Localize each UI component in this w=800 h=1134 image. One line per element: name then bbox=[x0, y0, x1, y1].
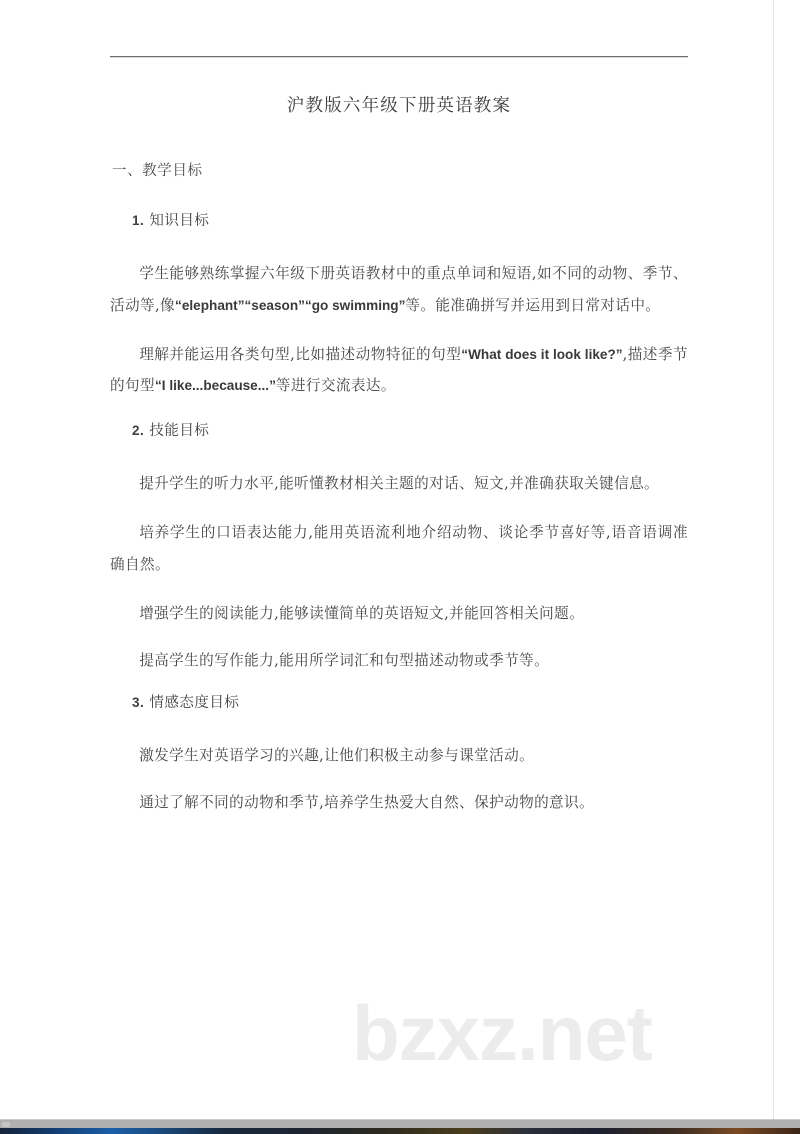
subsection-label: 技能目标 bbox=[149, 423, 210, 440]
subsection-number: 1. bbox=[132, 213, 145, 228]
horizontal-scrollbar[interactable] bbox=[0, 1119, 800, 1128]
paragraph-attitude-nature: 通过了解不同的动物和季节,培养学生热爱大自然、保护动物的意识。 bbox=[139, 794, 595, 812]
horizontal-scrollbar-thumb[interactable] bbox=[2, 1122, 10, 1127]
page-title: 沪教版六年级下册英语教案 bbox=[286, 96, 512, 116]
header-rule bbox=[110, 56, 688, 58]
desktop-taskbar-strip[interactable] bbox=[0, 1128, 800, 1134]
watermark: bzxz.net bbox=[352, 989, 652, 1077]
text-run: 等。能准确拼写并运用到日常对话中。 bbox=[405, 296, 661, 314]
subsection-number: 3. bbox=[132, 695, 145, 711]
subsection-label: 情感态度目标 bbox=[149, 695, 240, 712]
paragraph-knowledge-sentence-patterns bbox=[110, 339, 688, 403]
text-run: 学生能够熟练掌握六年级下册英语教材中的重点单词和短语,如不同的动物、季节、活动等,像 bbox=[110, 265, 688, 314]
english-term-run: “elephant”“season”“go swimming” bbox=[175, 297, 406, 313]
paragraph-skill-writing: 提高学生的写作能力,能用所学词汇和句型描述动物或季节等。 bbox=[139, 651, 550, 669]
subsection-heading-knowledge-objectives bbox=[110, 209, 688, 230]
subsection-heading-attitude-objectives bbox=[110, 691, 688, 712]
text-run: 理解并能运用各类句型,比如描述动物特征的句型 bbox=[139, 345, 462, 363]
english-sentence-run: “What does it look like?” bbox=[461, 346, 623, 362]
text-run: 等进行交流表达。 bbox=[275, 377, 396, 395]
paragraph-attitude-interest: 激发学生对英语学习的兴趣,让他们积极主动参与课堂活动。 bbox=[139, 747, 535, 765]
english-sentence-run: “I like...because...” bbox=[154, 378, 276, 394]
paragraph-skill-listening: 提升学生的听力水平,能听懂教材相关主题的对话、短文,并准确获取关键信息。 bbox=[139, 475, 660, 493]
text-run: ,描述季节的句型 bbox=[110, 345, 688, 395]
subsection-heading-skill-objectives bbox=[110, 419, 688, 440]
paragraph-skill-reading: 增强学生的阅读能力,能够读懂简单的英语短文,并能回答相关问题。 bbox=[139, 604, 585, 622]
subsection-number: 2. bbox=[132, 423, 145, 439]
paragraph-knowledge-vocabulary bbox=[110, 258, 688, 322]
section-heading-teaching-objectives: 一、教学目标 bbox=[112, 163, 203, 179]
subsection-label: 知识目标 bbox=[149, 213, 210, 229]
paragraph-skill-speaking: 培养学生的口语表达能力,能用英语流利地介绍动物、谈论季节喜好等,语音语调准确自然。 bbox=[110, 524, 688, 573]
document-content bbox=[110, 92, 688, 834]
